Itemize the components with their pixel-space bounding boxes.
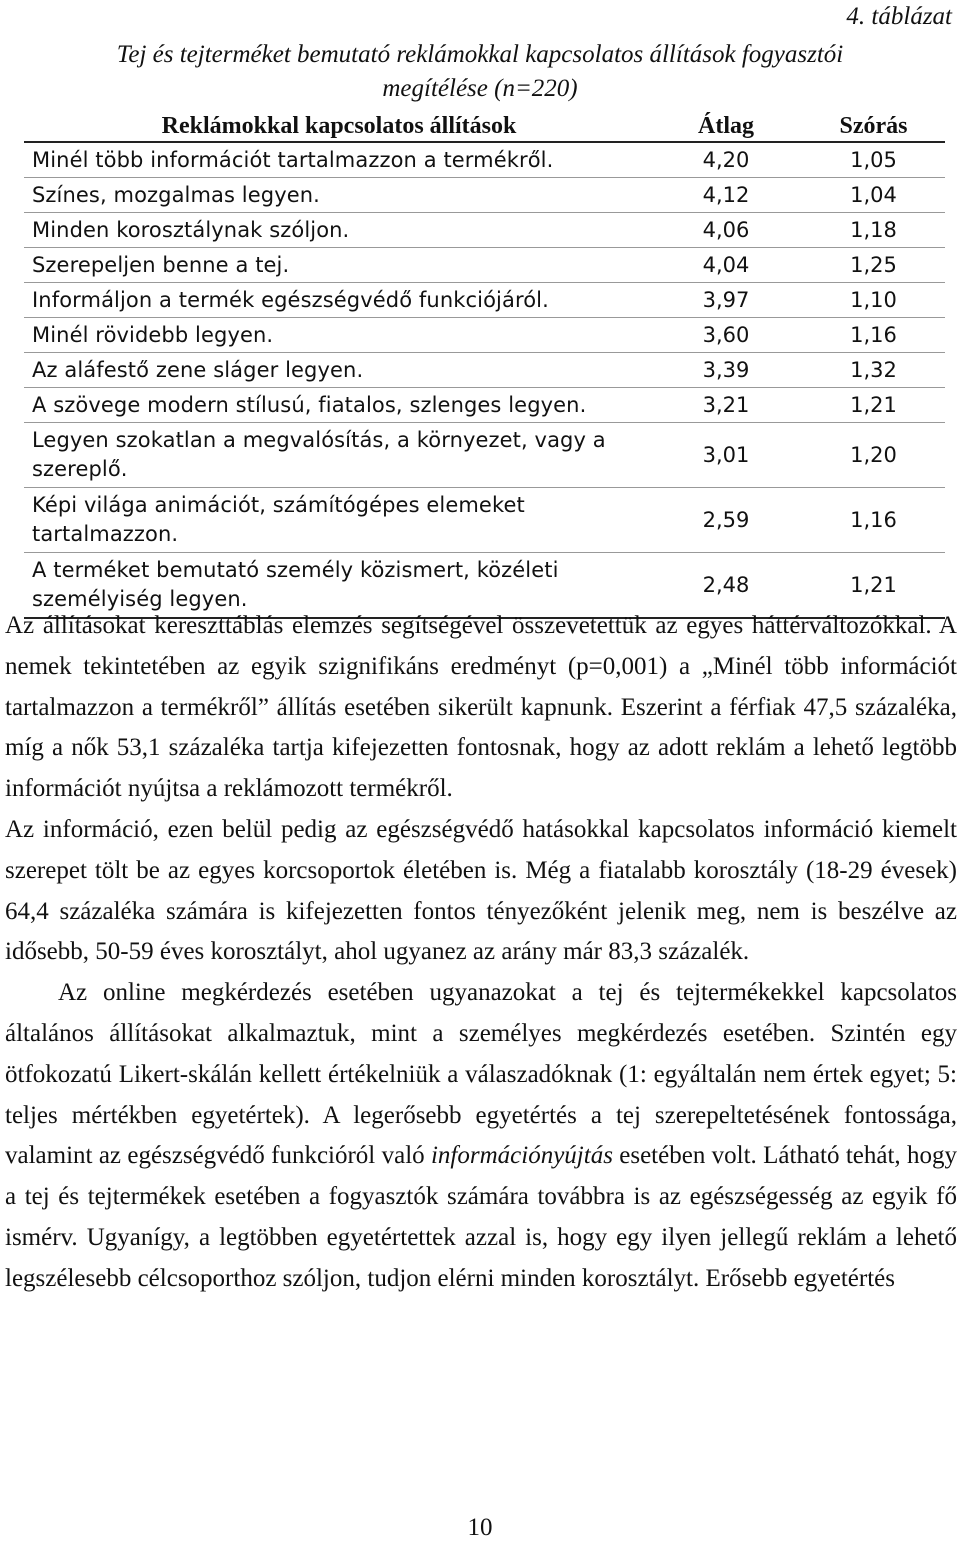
table-title-line-2: megítélése (n=220)	[382, 75, 578, 102]
sd-cell: 1,25	[798, 248, 945, 283]
statements-table	[24, 111, 945, 619]
statement-cell: A szövege modern stílusú, fiatalos, szlenges legyen.	[24, 388, 650, 423]
sd-cell: 1,21	[798, 388, 945, 423]
mean-cell: 3,01	[650, 423, 798, 488]
paragraph-3-text-b: esetében volt. Látható tehát, hogy a tej és tejtermékek esetében a fogyasztók számára továbbra is az egészségesség az egyik fő ismérv. Ugyanígy, a legtöbben egyetértettek azzal is, hogy egy ilyen jellegű reklám a lehető legszélesebb célcsoporthoz szóljon, tudjon elérni minden korosztályt. Erősebb egyetértés	[5, 1142, 957, 1292]
table-row	[24, 488, 945, 553]
sd-cell: 1,21	[798, 553, 945, 619]
statement-cell: Az aláfestő zene sláger legyen.	[24, 353, 650, 388]
header-mean: Átlag	[650, 111, 798, 142]
sd-cell: 1,16	[798, 488, 945, 553]
table-row	[24, 318, 945, 353]
mean-cell: 3,21	[650, 388, 798, 423]
statement-cell: Képi világa animációt, számítógépes elemeket tartalmazzon.	[24, 488, 650, 553]
table-row	[24, 353, 945, 388]
table-row	[24, 423, 945, 488]
mean-cell: 2,59	[650, 488, 798, 553]
mean-cell: 3,39	[650, 353, 798, 388]
statement-cell: A terméket bemutató személy közismert, közéleti személyiség legyen.	[24, 553, 650, 619]
table-row	[24, 388, 945, 423]
paragraph-3-text-a: Az online megkérdezés esetében ugyanazokat a tej és tejtermékekkel kapcsolatos általános állításokat alkalmaztuk, mint a személyes megkérdezés esetében. Szintén egy ötfokozatú Likert-skálán kellett értékelniük a válaszadóknak (1: egyáltalán nem értek egyet; 5: teljes mértékben egyetértek). A legerősebb egyetértés a tej szerepeltetésének fontossága, valamint az egészségvédő funkcióról való	[5, 979, 957, 1170]
table-label: 4. táblázat	[846, 3, 952, 30]
paragraph-2: Az információ, ezen belül pedig az egészségvédő hatásokkal kapcsolatos információ kiemelt szerepet tölt be az egyes korcsoportok életében is. Még a fiatalabb korosztály (18-29 évesek) 64,4 százaléka számára is kifejezetten fontos tényezőként jelenik meg, nem is beszélve az idősebb, 50-59 éves korosztályt, ahol ugyanez az arány már 83,3 százalék.	[5, 815, 957, 966]
mean-cell: 4,04	[650, 248, 798, 283]
table-row	[24, 142, 945, 178]
table-title-line-1: Tej és tejterméket bemutató reklámokkal kapcsolatos állítások fogyasztói	[116, 41, 844, 68]
sd-cell: 1,16	[798, 318, 945, 353]
mean-cell: 3,97	[650, 283, 798, 318]
paragraph-3-italic: információnyújtás	[430, 1142, 613, 1170]
table-row	[24, 248, 945, 283]
mean-cell: 4,20	[650, 142, 798, 178]
sd-cell: 1,10	[798, 283, 945, 318]
statement-cell: Informáljon a termék egészségvédő funkciójáról.	[24, 283, 650, 318]
table-title	[0, 38, 960, 106]
statement-cell: Szerepeljen benne a tej.	[24, 248, 650, 283]
paragraph-3	[5, 973, 957, 1299]
sd-cell: 1,04	[798, 178, 945, 213]
statement-cell: Minél rövidebb legyen.	[24, 318, 650, 353]
header-statements: Reklámokkal kapcsolatos állítások	[24, 111, 650, 142]
sd-cell: 1,20	[798, 423, 945, 488]
header-sd: Szórás	[798, 111, 945, 142]
mean-cell: 3,60	[650, 318, 798, 353]
sd-cell: 1,32	[798, 353, 945, 388]
body-text	[5, 606, 957, 1300]
paragraph-1: Az állításokat kereszttáblás elemzés segítségével összevetettük az egyes háttérváltozókkal. A nemek tekintetében az egyik szignifikáns eredményt (p=0,001) a „Minél több információt tartalmazzon a termékről” állítás esetében sikerült kapnunk. Eszerint a férfiak 47,5 százaléka, míg a nők 53,1 százaléka tartja kifejezetten fontosnak, hogy az adott reklám a lehető legtöbb információt nyújtsa a reklámozott termékről.	[5, 612, 957, 803]
table-row	[24, 178, 945, 213]
sd-cell: 1,18	[798, 213, 945, 248]
page-number: 10	[467, 1514, 493, 1541]
mean-cell: 2,48	[650, 553, 798, 619]
mean-cell: 4,06	[650, 213, 798, 248]
statement-cell: Minden korosztálynak szóljon.	[24, 213, 650, 248]
statement-cell: Legyen szokatlan a megvalósítás, a környezet, vagy a szereplő.	[24, 423, 650, 488]
statement-cell: Színes, mozgalmas legyen.	[24, 178, 650, 213]
table-row	[24, 213, 945, 248]
sd-cell: 1,05	[798, 142, 945, 178]
statement-cell: Minél több információt tartalmazzon a termékről.	[24, 142, 650, 178]
table-row	[24, 283, 945, 318]
mean-cell: 4,12	[650, 178, 798, 213]
